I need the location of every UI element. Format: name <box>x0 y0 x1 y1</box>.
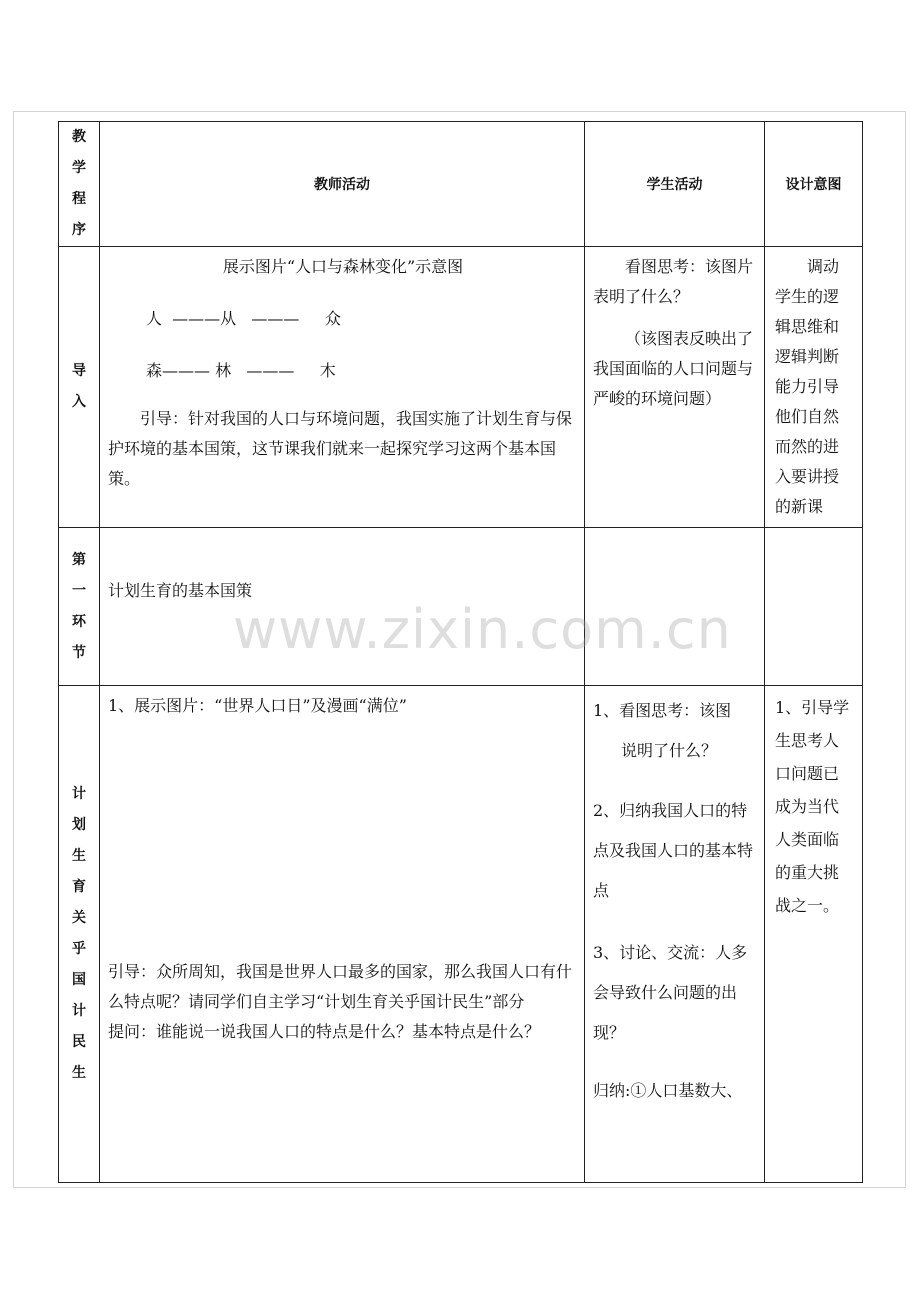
plan-item1: 1、展示图片：“世界人口日”及漫画“满位” <box>108 696 407 715</box>
intent-plan <box>765 686 863 1183</box>
header-student: 学生活动 <box>585 122 765 247</box>
lesson-plan-table <box>58 121 863 1183</box>
plan-intent-text: 1、引导学生思考人口问题已成为当代人类面临的重大挑战之一。 <box>775 698 850 915</box>
plan-question: 提问：谁能说一说我国人口的特点是什么？基本特点是什么？ <box>108 1022 541 1041</box>
table-header-row <box>59 122 863 247</box>
intro-title: 展示图片“人口与森林变化”示意图 <box>222 257 464 276</box>
plan-student-4: 归纳:①人口基数大、 <box>593 1081 743 1100</box>
intro-intent-text: 调动学生的逻辑思维和逻辑判断能力引导他们自然而然的进入要讲授的新课 <box>775 257 840 516</box>
header-intent: 设计意图 <box>765 122 863 247</box>
plan-student-2: 2、归纳我国人口的特点及我国人口的基本特点 <box>593 801 754 900</box>
intro-guide: 引导：针对我国的人口与环境问题，我国实施了计划生育与保护环境的基本国策，这节课我们就来一起探究学习这两个基本国策。 <box>108 409 573 488</box>
plan-student-3: 3、讨论、交流：人多会导致什么问题的出现？ <box>593 943 748 1042</box>
header-program: 教学程序 <box>59 122 100 247</box>
stage-label-section-one: 第一环节 <box>59 528 100 686</box>
teacher-activity-intro <box>100 247 585 528</box>
header-teacher: 教师活动 <box>100 122 585 247</box>
plan-student-1a: 1、看图思考：该图 <box>593 701 732 720</box>
stage-label-intro: 导入 <box>59 247 100 528</box>
plan-student-1b: 说明了什么？ <box>621 741 718 760</box>
intro-line-forest: 森——— 林 ——— 木 <box>146 361 336 380</box>
watermark: www.zixin.com.cn <box>233 598 732 661</box>
section-one-title: 计划生育的基本国策 <box>108 581 253 600</box>
table-row-section-one <box>59 528 863 686</box>
teacher-activity-section-one <box>100 528 585 686</box>
intent-intro <box>765 247 863 528</box>
plan-guide: 引导：众所周知，我国是世界人口最多的国家，那么我国人口有什么特点呢？请同学们自主学习“计划生育关乎国计民生”部分 <box>108 962 573 1011</box>
table-row-intro <box>59 247 863 528</box>
student-activity-section-one <box>585 528 765 686</box>
intro-line-people: 人 ———从 ——— 众 <box>146 309 341 328</box>
intro-student-question: 看图思考：该图片表明了什么？ <box>593 257 754 306</box>
intent-section-one <box>765 528 863 686</box>
stage-label-plan: 计划生育关乎国计民生 <box>59 686 100 1183</box>
intro-student-answer: （该图表反映出了我国面临的人口问题与严峻的环境问题） <box>593 329 754 408</box>
student-activity-intro <box>585 247 765 528</box>
teacher-activity-plan <box>100 686 585 1183</box>
table-row-plan <box>59 686 863 1183</box>
student-activity-plan <box>585 686 765 1183</box>
